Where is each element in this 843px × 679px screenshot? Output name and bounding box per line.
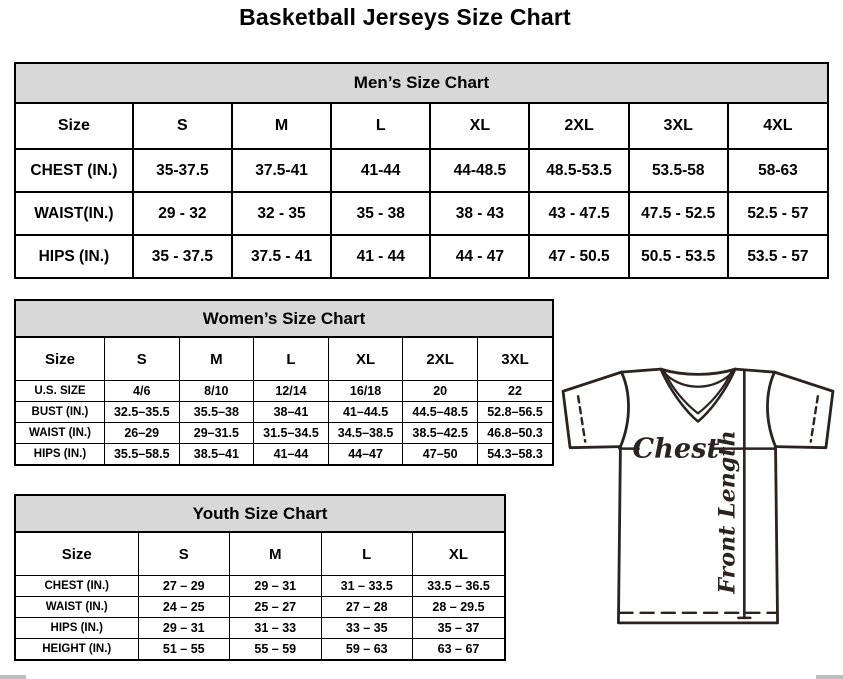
size-value-cell: 44-48.5 [430,149,529,192]
youth-size-chart-section [14,494,506,661]
size-value-cell: 35 – 37 [413,618,505,639]
size-value-cell: 38.5–42.5 [403,423,478,444]
womens-size-chart-section [14,299,554,466]
size-value-cell: 48.5-53.5 [529,149,628,192]
column-header: L [331,104,430,149]
size-value-cell: 29 – 31 [230,576,322,597]
size-value-cell: 22 [477,381,552,402]
jersey-measurement-diagram [558,358,840,634]
size-value-cell: 26–29 [104,423,179,444]
size-value-cell: 38 - 43 [430,192,529,235]
table-row [16,235,827,277]
row-label: HIPS (IN.) [16,235,133,277]
jersey-right-sleeve [775,372,833,448]
size-value-cell: 44.5–48.5 [403,402,478,423]
column-header: XL [430,104,529,149]
size-value-cell: 41–44.5 [328,402,403,423]
scrollbar-fragment-right [816,675,843,679]
size-value-cell: 44 - 47 [430,235,529,277]
size-value-cell: 35 - 37.5 [133,235,232,277]
row-label: CHEST (IN.) [16,149,133,192]
row-label: WAIST (IN.) [16,597,138,618]
column-header: Size [16,338,104,381]
column-header: 4XL [728,104,827,149]
size-value-cell: 47.5 - 52.5 [629,192,728,235]
size-value-cell: 31 – 33 [230,618,322,639]
size-value-cell: 20 [403,381,478,402]
size-value-cell: 53.5 - 57 [728,235,827,277]
size-value-cell: 33.5 – 36.5 [413,576,505,597]
size-value-cell: 46.8–50.3 [477,423,552,444]
size-value-cell: 12/14 [254,381,329,402]
row-label: WAIST(IN.) [16,192,133,235]
jersey-collar [661,369,736,374]
size-header-row [16,338,552,381]
column-header: S [138,533,230,576]
size-value-cell: 29 - 32 [133,192,232,235]
mens-size-table [16,104,827,277]
size-value-cell: 8/10 [179,381,254,402]
row-label: U.S. SIZE [16,381,104,402]
table-row [16,402,552,423]
table-row [16,149,827,192]
jersey-right-cuff-stitch-line [811,396,818,441]
table-row [16,444,552,465]
size-value-cell: 32 - 35 [232,192,331,235]
size-value-cell: 34.5–38.5 [328,423,403,444]
size-value-cell: 59 – 63 [321,639,413,660]
column-header: M [179,338,254,381]
column-header: Size [16,533,138,576]
womens-size-table [16,338,552,464]
size-value-cell: 44–47 [328,444,403,465]
column-header: XL [413,533,505,576]
table-row [16,597,504,618]
size-value-cell: 51 – 55 [138,639,230,660]
size-value-cell: 43 - 47.5 [529,192,628,235]
size-value-cell: 35-37.5 [133,149,232,192]
table-row [16,381,552,402]
size-value-cell: 24 – 25 [138,597,230,618]
size-value-cell: 53.5-58 [629,149,728,192]
size-value-cell: 41–44 [254,444,329,465]
youth-size-table [16,533,504,659]
size-value-cell: 41 - 44 [331,235,430,277]
column-header: L [321,533,413,576]
size-value-cell: 50.5 - 53.5 [629,235,728,277]
size-value-cell: 28 – 29.5 [413,597,505,618]
size-value-cell: 29 – 31 [138,618,230,639]
size-value-cell: 58-63 [728,149,827,192]
mens-size-chart-section [14,62,829,279]
column-header: S [133,104,232,149]
size-value-cell: 35.5–58.5 [104,444,179,465]
size-value-cell: 32.5–35.5 [104,402,179,423]
size-value-cell: 31.5–34.5 [254,423,329,444]
size-header-row [16,104,827,149]
scrollbar-fragment-left [0,675,26,679]
size-value-cell: 52.5 - 57 [728,192,827,235]
table-row [16,576,504,597]
column-header: 2XL [403,338,478,381]
size-value-cell: 33 – 35 [321,618,413,639]
size-value-cell: 37.5-41 [232,149,331,192]
size-value-cell: 37.5 - 41 [232,235,331,277]
youth-table-title: Youth Size Chart [16,496,504,533]
chest-label: Chest [632,432,720,465]
size-value-cell: 31 – 33.5 [321,576,413,597]
row-label: WAIST (IN.) [16,423,104,444]
table-row [16,192,827,235]
size-value-cell: 16/18 [328,381,403,402]
size-value-cell: 35 - 38 [331,192,430,235]
column-header: 3XL [477,338,552,381]
table-row [16,618,504,639]
table-row [16,639,504,660]
size-value-cell: 29–31.5 [179,423,254,444]
column-header: S [104,338,179,381]
size-value-cell: 41-44 [331,149,430,192]
column-header: XL [328,338,403,381]
size-value-cell: 27 – 28 [321,597,413,618]
row-label: HIPS (IN.) [16,618,138,639]
size-value-cell: 47–50 [403,444,478,465]
mens-table-title: Men’s Size Chart [16,64,827,104]
row-label: CHEST (IN.) [16,576,138,597]
size-value-cell: 52.8–56.5 [477,402,552,423]
column-header: L [254,338,329,381]
size-value-cell: 25 – 27 [230,597,322,618]
size-value-cell: 38.5–41 [179,444,254,465]
column-header: 2XL [529,104,628,149]
size-value-cell: 47 - 50.5 [529,235,628,277]
table-row [16,423,552,444]
column-header: M [230,533,322,576]
jersey-body [618,447,777,623]
row-label: HEIGHT (IN.) [16,639,138,660]
size-header-row [16,533,504,576]
jersey-left-sleeve [563,372,621,448]
size-value-cell: 55 – 59 [230,639,322,660]
size-value-cell: 35.5–38 [179,402,254,423]
front-length-label: Front Length [714,430,741,594]
page-title: Basketball Jerseys Size Chart [239,4,571,30]
row-label: BUST (IN.) [16,402,104,423]
column-header: 3XL [629,104,728,149]
size-value-cell: 63 – 67 [413,639,505,660]
size-value-cell: 27 – 29 [138,576,230,597]
size-value-cell: 54.3–58.3 [477,444,552,465]
size-value-cell: 4/6 [104,381,179,402]
column-header: M [232,104,331,149]
size-value-cell: 38–41 [254,402,329,423]
womens-table-title: Women’s Size Chart [16,301,552,338]
column-header: Size [16,104,133,149]
jersey-left-cuff-stitch-line [578,396,585,441]
row-label: HIPS (IN.) [16,444,104,465]
